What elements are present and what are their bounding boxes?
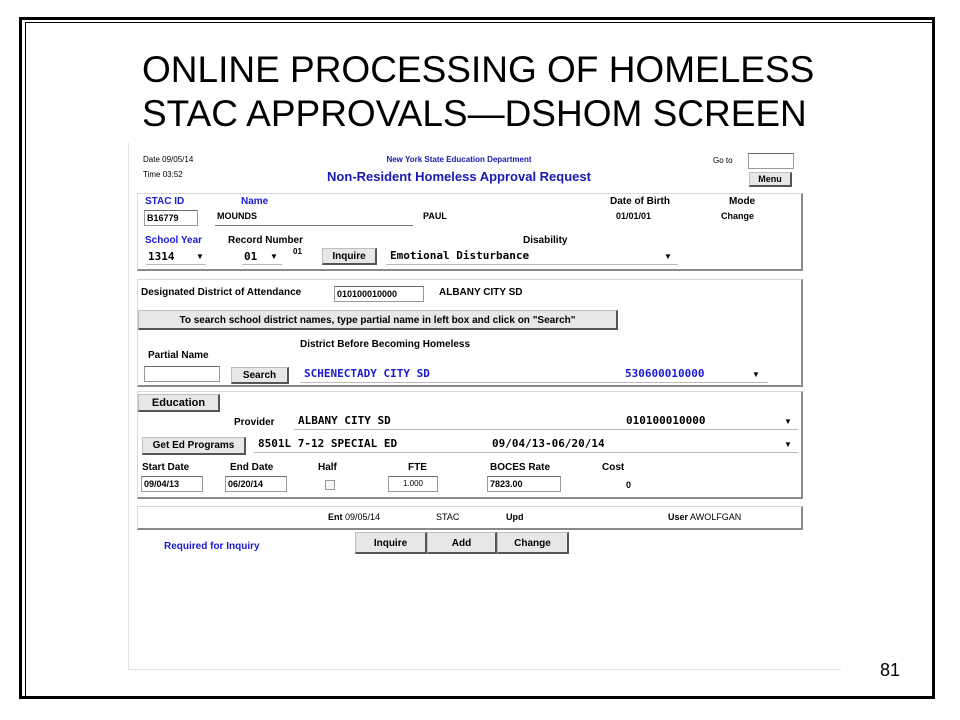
record-number-label: Record Number <box>228 235 304 246</box>
chevron-down-icon: ▼ <box>664 252 672 261</box>
partial-name-label: Partial Name <box>148 350 209 361</box>
get-ed-programs-button[interactable]: Get Ed Programs <box>142 437 246 455</box>
record-number-value: 01 <box>244 250 258 263</box>
end-date-label: End Date <box>230 462 274 473</box>
inquire-record-button[interactable]: Inquire <box>322 248 377 265</box>
ed-program-value: 8501L 7-12 SPECIAL ED <box>258 437 398 450</box>
end-date-input[interactable]: 06/20/14 <box>225 476 287 492</box>
district-before-homeless-label: District Before Becoming Homeless <box>300 339 471 350</box>
date-value: 09/05/14 <box>162 155 194 164</box>
chevron-down-icon: ▼ <box>270 252 278 261</box>
first-name-value: PAUL <box>423 211 447 221</box>
disability-value: Emotional Disturbance <box>390 249 530 262</box>
ent-date: 09/05/14 <box>345 512 381 522</box>
chevron-down-icon: ▼ <box>752 370 760 379</box>
slide-title <box>142 48 862 136</box>
stac-id-label: STAC ID <box>145 196 185 207</box>
partial-name-input[interactable] <box>144 366 220 382</box>
date-label: Date <box>143 155 160 164</box>
ed-program-dates: 09/04/13-06/20/14 <box>492 437 605 450</box>
user-label: User <box>668 512 689 522</box>
required-for-inquiry-note: Required for Inquiry <box>164 541 260 552</box>
change-button[interactable]: Change <box>497 532 569 554</box>
boces-rate-input[interactable]: 7823.00 <box>487 476 561 492</box>
inquire-button[interactable]: Inquire <box>355 532 427 554</box>
stac-id-input[interactable]: B16779 <box>144 210 198 226</box>
stac-label: STAC <box>436 512 460 522</box>
mode-value: Change <box>721 211 755 221</box>
time-display <box>143 170 183 179</box>
name-label: Name <box>241 196 269 207</box>
fte-label: FTE <box>408 462 427 473</box>
boces-rate-label: BOCES Rate <box>490 462 551 473</box>
designated-district-label: Designated District of Attendance <box>141 287 302 298</box>
mode-label: Mode <box>729 196 756 207</box>
last-name-input[interactable]: MOUNDS <box>215 211 413 226</box>
district-before-homeless-code: 530600010000 <box>625 367 705 380</box>
time-label: Time <box>143 170 161 179</box>
ent-label: Ent <box>328 512 343 522</box>
entry-info <box>328 512 380 522</box>
ed-program-select[interactable] <box>254 436 798 453</box>
designated-district-name: ALBANY CITY SD <box>439 287 523 298</box>
start-date-input[interactable]: 09/04/13 <box>141 476 203 492</box>
dshom-screen <box>128 143 841 670</box>
provider-select[interactable] <box>294 413 798 430</box>
time-value: 03:52 <box>162 170 183 179</box>
goto-input[interactable] <box>748 153 794 169</box>
user-info <box>668 512 741 522</box>
status-bar <box>137 506 803 530</box>
record-number-select[interactable] <box>242 249 282 265</box>
school-year-value: 1314 <box>148 250 175 263</box>
user-value: AWOLFGAN <box>690 512 742 522</box>
menu-button[interactable]: Menu <box>749 172 792 187</box>
district-before-homeless-name: SCHENECTADY CITY SD <box>304 367 430 380</box>
district-before-homeless-select[interactable] <box>300 366 768 383</box>
provider-name: ALBANY CITY SD <box>298 414 391 427</box>
agency-name: New York State Education Department <box>386 155 532 164</box>
provider-code: 010100010000 <box>626 414 706 427</box>
dob-value: 01/01/01 <box>616 211 652 221</box>
search-button[interactable]: Search <box>231 367 289 384</box>
fte-input[interactable]: 1.000 <box>388 476 438 492</box>
disability-label: Disability <box>523 235 568 246</box>
goto-label: Go to <box>713 156 733 165</box>
dob-label: Date of Birth <box>610 196 670 207</box>
district-panel <box>137 279 803 387</box>
school-year-select[interactable] <box>146 249 206 265</box>
start-date-label: Start Date <box>142 462 190 473</box>
form-title: Non-Resident Homeless Approval Request <box>327 169 591 184</box>
half-label: Half <box>318 462 337 473</box>
page-number: 81 <box>880 660 901 680</box>
slide-title-line-1: ONLINE PROCESSING OF HOMELESS <box>142 49 815 90</box>
cost-label: Cost <box>602 462 625 473</box>
upd-label: Upd <box>506 512 524 522</box>
student-panel <box>137 193 803 271</box>
designated-district-code-input[interactable]: 010100010000 <box>334 286 424 302</box>
cost-value: 0 <box>626 480 632 490</box>
provider-label: Provider <box>234 417 275 428</box>
school-year-label: School Year <box>145 235 203 246</box>
chevron-down-icon: ▼ <box>784 417 792 426</box>
chevron-down-icon: ▼ <box>196 252 204 261</box>
record-number-display: 01 <box>293 247 302 256</box>
add-button[interactable]: Add <box>427 532 497 554</box>
disability-select[interactable] <box>386 248 678 265</box>
chevron-down-icon: ▼ <box>784 440 792 449</box>
slide-title-line-2: STAC APPROVALS—DSHOM SCREEN <box>142 93 807 134</box>
half-checkbox[interactable] <box>325 480 335 490</box>
date-display <box>143 155 193 164</box>
search-hint-button[interactable]: To search school district names, type partial name in left box and click on "Search" <box>138 310 618 330</box>
education-panel <box>137 391 803 499</box>
tab-education[interactable]: Education <box>138 394 220 412</box>
